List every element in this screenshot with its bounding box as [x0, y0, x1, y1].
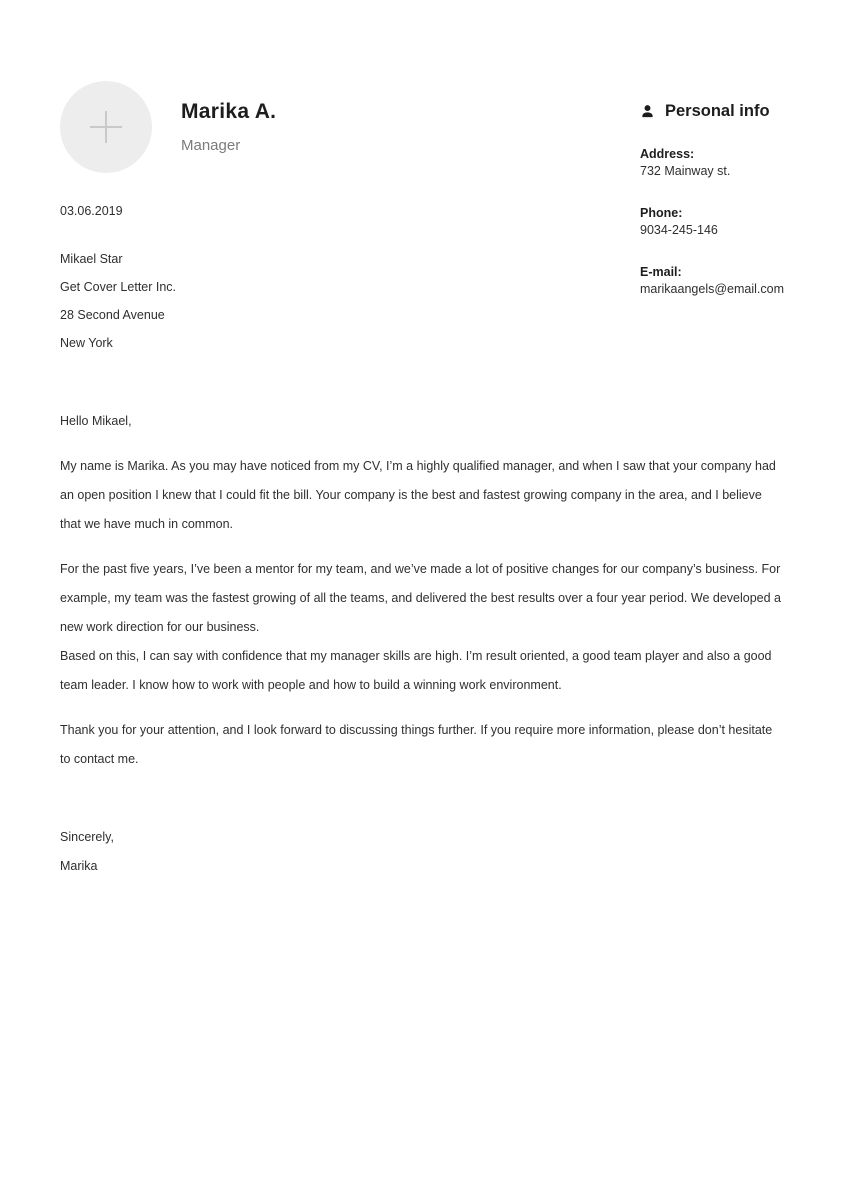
phone-value: 9034-245-146	[640, 223, 718, 237]
closing-block	[60, 823, 784, 881]
paragraph-1: My name is Marika. As you may have noticed from my CV, I’m a highly qualified manager, and when I saw that your company had an open position I knew that I could fit the bill. Your company is the best and fastest growing company in the area, and I believe that we have much in common.	[60, 459, 776, 531]
paragraph-2: For the past five years, I’ve been a mentor for my team, and we’ve made a lot of positive changes for our company’s business. For example, my team was the fastest growing of all the teams, and delivered the best results over a four year period. We developed a new work direction for our business.	[60, 562, 781, 634]
plus-icon	[90, 111, 122, 143]
letter-date: 03.06.2019	[60, 204, 123, 218]
recipient-name: Mikael Star	[60, 252, 123, 266]
signature: Marika	[60, 859, 98, 873]
recipient-block	[60, 245, 176, 357]
address-label: Address:	[640, 147, 695, 161]
letter-body	[60, 407, 784, 881]
personal-info-phone	[640, 205, 800, 239]
address-value: 732 Mainway st.	[640, 164, 731, 178]
paragraph-4: Thank you for your attention, and I look forward to discussing things further. If you require more information, please don’t hesitate to contact me.	[60, 723, 773, 766]
avatar-upload-button[interactable]	[60, 81, 152, 173]
personal-info-email	[640, 264, 800, 298]
email-value: marikaangels@email.com	[640, 282, 784, 296]
closing-salutation: Sincerely,	[60, 830, 114, 844]
page-title: Marika A.	[181, 100, 277, 123]
personal-info-address	[640, 146, 800, 180]
greeting: Hello Mikael,	[60, 414, 132, 428]
paragraph-3: Based on this, I can say with confidence that my manager skills are high. I’m result oriented, a good team player and also a good team leader. I know how to work with people and how to build a winning work environment.	[60, 649, 772, 692]
personal-info-title: Personal info	[665, 102, 770, 120]
recipient-street: 28 Second Avenue	[60, 308, 165, 322]
phone-label: Phone:	[640, 206, 683, 220]
personal-info-header	[640, 101, 800, 121]
identity-block	[181, 99, 276, 155]
personal-info-section	[640, 101, 800, 298]
person-icon	[640, 104, 655, 119]
recipient-company: Get Cover Letter Inc.	[60, 280, 177, 294]
email-label: E-mail:	[640, 265, 682, 279]
recipient-city: New York	[60, 336, 113, 350]
job-title: Manager	[181, 137, 241, 154]
